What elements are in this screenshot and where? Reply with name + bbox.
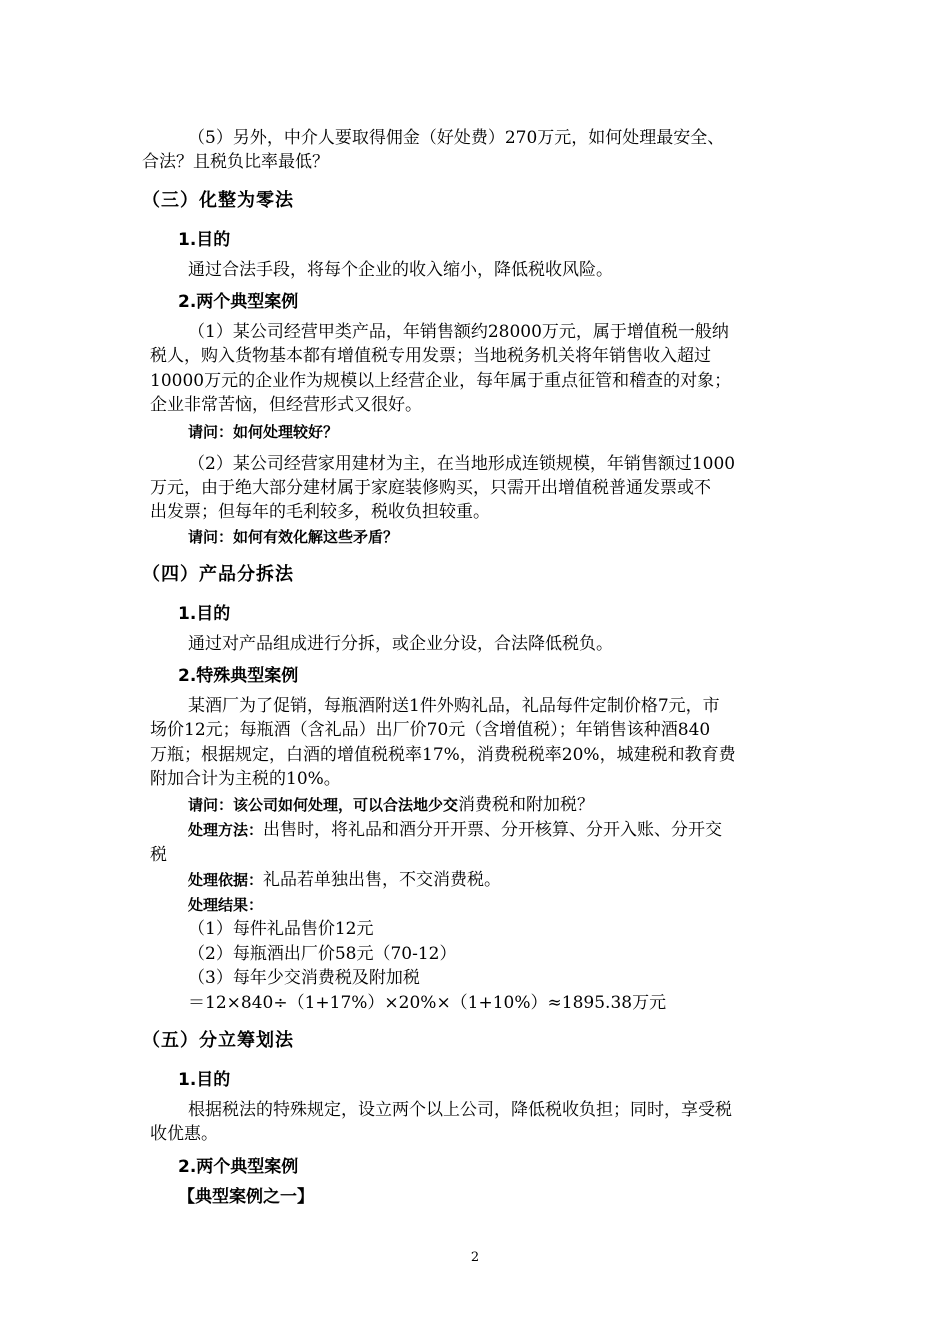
question-label: 请问：该公司如何处理，可以合法地少交 (188, 796, 459, 814)
subsection-heading: 1.目的 (178, 604, 231, 624)
paragraph-line: 根据税法的特殊规定，设立两个以上公司，降低税收负担；同时，享受税 (188, 1100, 732, 1120)
paragraph-line: 万元，由于绝大部分建材属于家庭装修购买，只需开出增值税普通发票或不 (150, 478, 711, 498)
basis-label: 处理依据： (188, 871, 264, 889)
question-line: 请问：如何处理较好？ (188, 423, 339, 441)
paragraph-line: 某酒厂为了促销，每瓶酒附送1件外购礼品，礼品每件定制价格7元，市 (188, 696, 720, 716)
paragraph-line: 税 (150, 845, 167, 865)
result-item: （3）每年少交消费税及附加税 (188, 968, 420, 988)
paragraph-line: 场价12元；每瓶酒（含礼品）出厂价70元（含增值税）；年销售该种酒840 (150, 720, 711, 740)
paragraph-line: 企业非常苦恼，但经营形式又很好。 (150, 395, 422, 415)
page-number: 2 (470, 1250, 480, 1265)
subsection-heading: 1.目的 (178, 230, 231, 250)
subsection-heading: 1.目的 (178, 1070, 231, 1090)
paragraph-line: 10000万元的企业作为规模以上经营企业，每年属于重点征管和稽查的对象； (150, 371, 732, 391)
paragraph-line: （2）某公司经营家用建材为主，在当地形成连锁规模，年销售额过1000 (188, 454, 736, 474)
method-line (188, 818, 722, 842)
section-heading: （四）产品分拆法 (142, 564, 294, 585)
case-heading: 【典型案例之一】 (178, 1187, 314, 1207)
paragraph-line: 通过合法手段，将每个企业的收入缩小，降低税收风险。 (188, 260, 613, 280)
section-heading: （三）化整为零法 (142, 190, 294, 211)
result-item: （2）每瓶酒出厂价58元（70-12） (188, 944, 457, 964)
formula-line: ＝12×840÷（1+17%）×20%×（1+10%）≈1895.38万元 (188, 993, 667, 1013)
section-heading: （五）分立筹划法 (142, 1030, 294, 1051)
paragraph-line: 出发票；但每年的毛利较多，税收负担较重。 (150, 502, 490, 522)
question-text: 消费税和附加税？ (458, 795, 595, 815)
paragraph-line: 附加合计为主税的10%。 (150, 769, 341, 789)
basis-line (188, 868, 501, 892)
paragraph-line: 通过对产品组成进行分拆，或企业分设，合法降低税负。 (188, 634, 613, 654)
paragraph-line: （5）另外，中介人要取得佣金（好处费）270万元，如何处理最安全、 (188, 128, 725, 148)
subsection-heading: 2.两个典型案例 (178, 1157, 299, 1177)
result-label: 处理结果： (188, 896, 264, 914)
paragraph-line: 合法？且税负比率最低？ (142, 152, 329, 172)
method-label: 处理方法： (188, 821, 264, 839)
result-item: （1）每件礼品售价12元 (188, 919, 374, 939)
paragraph-line: 税人，购入货物基本都有增值税专用发票；当地税务机关将年销售收入超过 (150, 346, 711, 366)
basis-text: 礼品若单独出售，不交消费税。 (263, 870, 502, 890)
paragraph-line: 收优惠。 (150, 1124, 218, 1144)
question-line (188, 793, 594, 817)
subsection-heading: 2.两个典型案例 (178, 292, 299, 312)
paragraph-line: 万瓶；根据规定，白酒的增值税税率17%，消费税税率20%，城建税和教育费 (150, 745, 736, 765)
question-line: 请问：如何有效化解这些矛盾？ (188, 528, 399, 546)
paragraph-line: （1）某公司经营甲类产品，年销售额约28000万元，属于增值税一般纳 (188, 322, 729, 342)
subsection-heading: 2.特殊典型案例 (178, 666, 299, 686)
method-text: 出售时，将礼品和酒分开开票、分开核算、分开入账、分开交 (263, 820, 723, 840)
